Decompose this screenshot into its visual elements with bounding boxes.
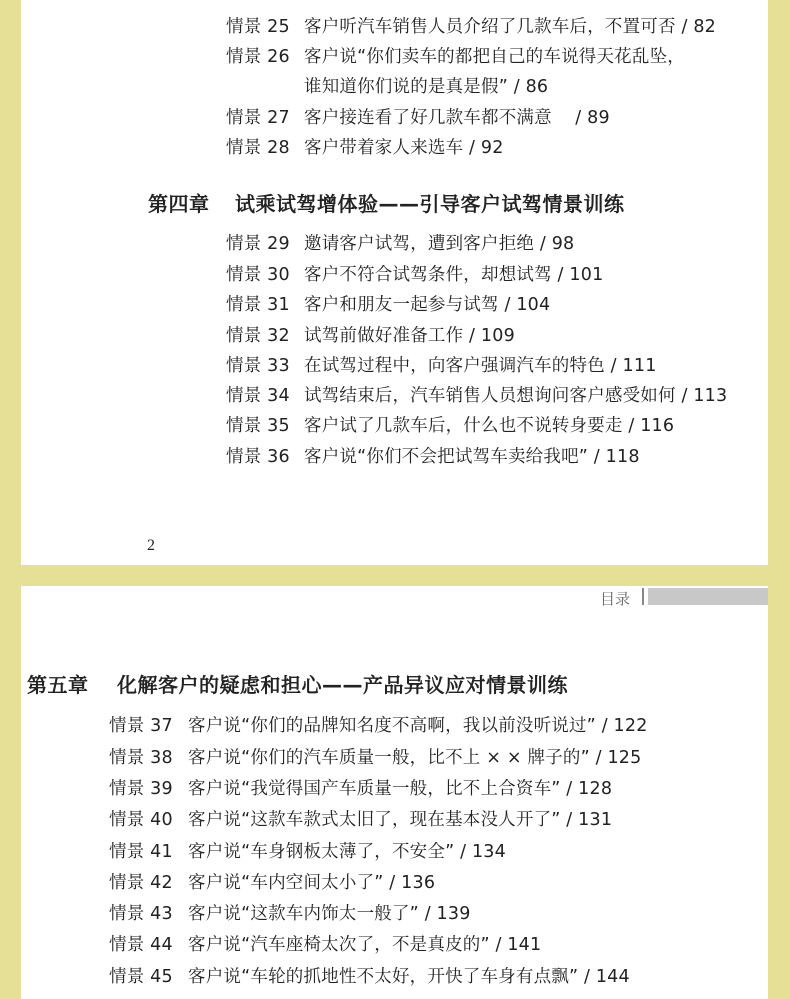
chapter-heading bbox=[148, 191, 625, 217]
toc-entry bbox=[109, 934, 542, 956]
toc-entry bbox=[226, 446, 640, 468]
toc-entry bbox=[226, 415, 675, 437]
entry-title: 客户说“你们卖车的都把自己的车说得天花乱坠， bbox=[304, 47, 685, 67]
entry-title: 在试驾过程中，向客户强调汽车的特色 / 111 bbox=[304, 356, 657, 376]
entry-number: 情景 32 bbox=[226, 326, 290, 346]
entry-number: 情景 43 bbox=[109, 904, 173, 924]
entry-number: 情景 38 bbox=[109, 748, 173, 768]
toc-entry bbox=[226, 46, 685, 68]
entry-number: 情景 44 bbox=[109, 935, 173, 955]
entry-number: 情景 28 bbox=[226, 138, 290, 158]
entry-title: 客户说“这款车款式太旧了，现在基本没人开了” / 131 bbox=[188, 810, 613, 830]
chapter-label: 第五章 bbox=[27, 673, 89, 697]
entry-number: 情景 29 bbox=[226, 234, 290, 254]
toc-entry bbox=[109, 809, 613, 831]
toc-entry bbox=[109, 747, 642, 769]
toc-entry bbox=[226, 294, 551, 316]
entry-number: 情景 36 bbox=[226, 447, 290, 467]
toc-entry bbox=[109, 841, 506, 863]
entry-title: 谁知道你们说的是真是假” / 86 bbox=[304, 77, 549, 97]
toc-entry bbox=[226, 355, 657, 377]
header-divider bbox=[642, 588, 644, 605]
entry-title: 客户说“汽车座椅太次了，不是真皮的” / 141 bbox=[188, 935, 542, 955]
toc-entry bbox=[226, 137, 504, 159]
entry-title: 客户说“你们的品牌知名度不高啊，我以前没听说过” / 122 bbox=[188, 716, 648, 736]
entry-number: 情景 26 bbox=[226, 47, 290, 67]
entry-title: 客户说“你们的汽车质量一般，比不上 × × 牌子的” / 125 bbox=[188, 748, 642, 768]
toc-entry bbox=[226, 325, 515, 347]
toc-entry bbox=[109, 872, 436, 894]
running-header: 目录 bbox=[600, 590, 631, 608]
toc-entry bbox=[226, 16, 716, 38]
entry-title: 客户说“你们不会把试驾车卖给我吧” / 118 bbox=[304, 447, 640, 467]
entry-title: 试驾结束后，汽车销售人员想询问客户感受如何 / 113 bbox=[304, 386, 728, 406]
toc-entry bbox=[226, 264, 604, 286]
page-number: 2 bbox=[147, 537, 155, 554]
entry-title: 客户试了几款车后，什么也不说转身要走 / 116 bbox=[304, 416, 675, 436]
toc-page-top bbox=[21, 0, 768, 565]
entry-title: 邀请客户试驾，遭到客户拒绝 / 98 bbox=[304, 234, 575, 254]
toc-page-bottom bbox=[21, 586, 768, 999]
entry-number: 情景 37 bbox=[109, 716, 173, 736]
entry-title: 客户说“车轮的抓地性不太好，开快了车身有点飘” / 144 bbox=[188, 967, 630, 987]
entry-number: 情景 31 bbox=[226, 295, 290, 315]
entry-number: 情景 41 bbox=[109, 842, 173, 862]
entry-title: 客户说“我觉得国产车质量一般，比不上合资车” / 128 bbox=[188, 779, 613, 799]
entry-title: 客户接连看了好几款车都不满意 / 89 bbox=[304, 108, 610, 128]
entry-title: 客户说“车内空间太小了” / 136 bbox=[188, 873, 436, 893]
entry-title: 客户说“这款车内饰太一般了” / 139 bbox=[188, 904, 471, 924]
entry-number: 情景 40 bbox=[109, 810, 173, 830]
chapter-label: 第四章 bbox=[148, 192, 210, 216]
entry-title: 客户不符合试驾条件，却想试驾 / 101 bbox=[304, 265, 604, 285]
toc-entry bbox=[109, 778, 613, 800]
entry-number: 情景 30 bbox=[226, 265, 290, 285]
entry-number: 情景 25 bbox=[226, 17, 290, 37]
entry-number: 情景 27 bbox=[226, 108, 290, 128]
toc-entry bbox=[226, 233, 575, 255]
toc-entry bbox=[226, 385, 728, 407]
entry-number: 情景 35 bbox=[226, 416, 290, 436]
entry-number: 情景 45 bbox=[109, 967, 173, 987]
toc-entry bbox=[109, 903, 471, 925]
entry-title: 客户听汽车销售人员介绍了几款车后，不置可否 / 82 bbox=[304, 17, 716, 37]
entry-title: 试驾前做好准备工作 / 109 bbox=[304, 326, 515, 346]
entry-number: 情景 34 bbox=[226, 386, 290, 406]
chapter-title: 试乘试驾增体验——引导客户试驾情景训练 bbox=[235, 192, 625, 216]
toc-entry bbox=[226, 107, 610, 129]
entry-number: 情景 33 bbox=[226, 356, 290, 376]
entry-title: 客户说“车身钢板太薄了，不安全” / 134 bbox=[188, 842, 506, 862]
toc-entry bbox=[109, 715, 648, 737]
entry-number: 情景 42 bbox=[109, 873, 173, 893]
entry-number: 情景 39 bbox=[109, 779, 173, 799]
chapter-title: 化解客户的疑虑和担心——产品异议应对情景训练 bbox=[117, 673, 568, 697]
entry-title: 客户和朋友一起参与试驾 / 104 bbox=[304, 295, 551, 315]
entry-title: 客户带着家人来选车 / 92 bbox=[304, 138, 504, 158]
toc-entry bbox=[109, 966, 630, 988]
header-bar bbox=[648, 588, 768, 605]
chapter-heading bbox=[27, 672, 568, 698]
